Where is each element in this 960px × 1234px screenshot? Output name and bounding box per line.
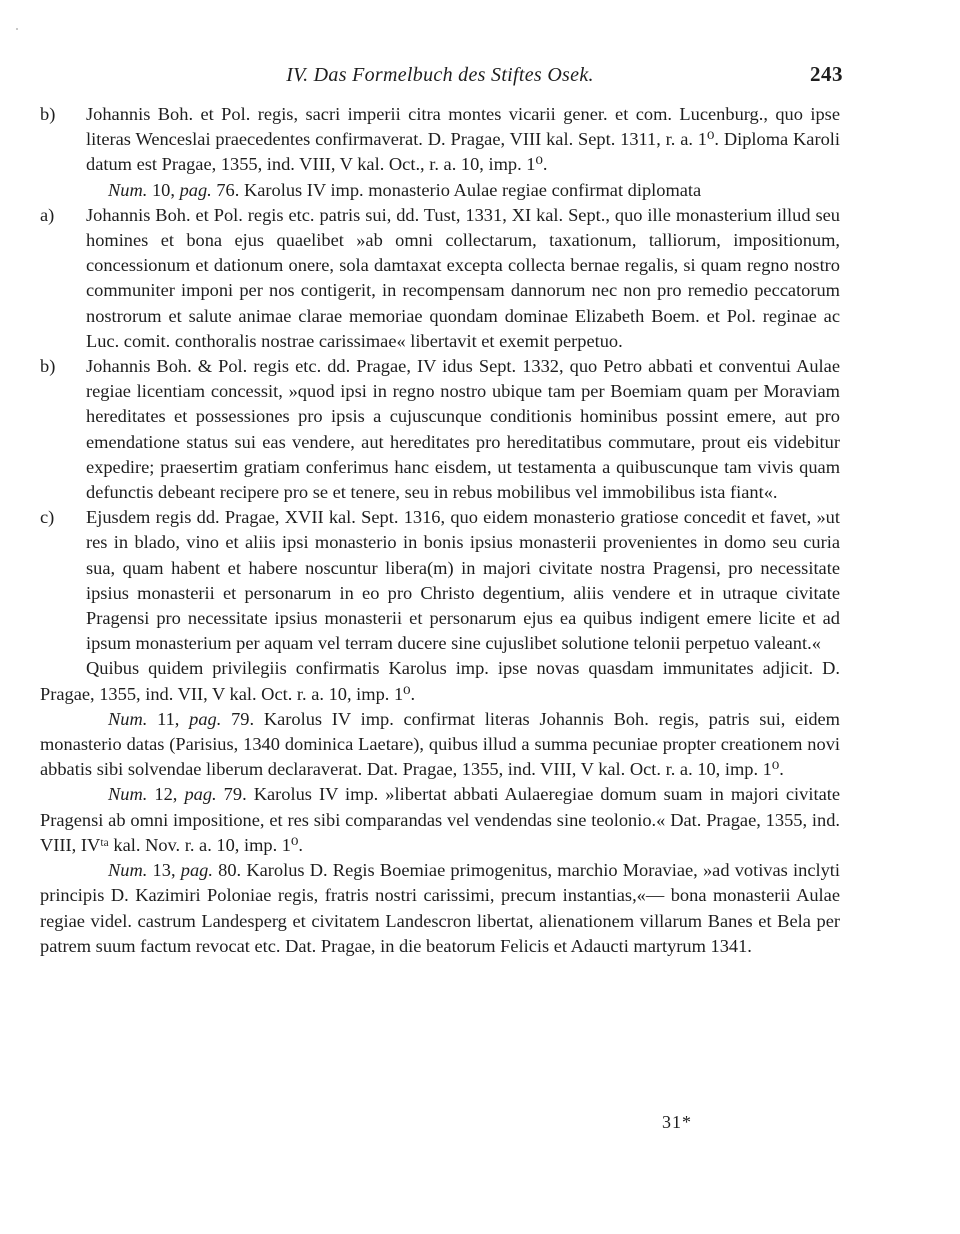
item-text: Ejusdem regis dd. Pragae, XVII kal. Sept. 1316, quo eidem monasterio gratiose concedit et favet, »ut res in blado, vino et aliis ipsi monasterio in bonis ipsius monasterii provenientes in domo seu curia sua, quam habent et habere noscuntur libera(m) in majori civitate nostra Pragensi, pro necessitate ipsius monasterii et personarum in eo pro Christo degentium, aliis vendere et in utraque civitate Pragensi pro necessitate ipsius monasterii et personarum ejus ea quibus indigent emere licite et ad ipsum monasterium per aquam vel terram ducere sine cujuslibet solutione telonii perpetuo valeant.« (86, 507, 840, 654)
entry-number: 13, (152, 860, 176, 881)
running-title: IV. Das Formelbuch des Stiftes Osek. (286, 64, 594, 86)
main-text (40, 102, 840, 959)
printer-signature-mark: 31* (662, 1112, 692, 1132)
item-c-ejusdem-1316 (40, 505, 840, 656)
item-b-johannis-1311 (40, 102, 840, 178)
item-a-johannis-1331 (40, 203, 840, 354)
item-b-johannis-1332 (40, 354, 840, 505)
item-text: Johannis Boh. et Pol. regis, sacri imperii citra montes vicarii gener. et com. Lucenburg., quo ipse literas Wenceslai praecedentes confirmaverat. D. Pragae, VIII kal. Sept. 1311, r. a. 1⁰. Diploma Karoli datum est Pragae, 1355, ind. VIII, V kal. Oct., r. a. 10, imp. 1⁰. (86, 104, 840, 175)
num-abbrev: Num. (108, 708, 148, 729)
pag-abbrev: pag. (179, 179, 212, 200)
scan-speck (16, 28, 18, 30)
num-abbrev: Num. (108, 784, 148, 805)
item-label: a) (40, 204, 55, 225)
num-abbrev: Num. (108, 179, 148, 200)
item-label: b) (40, 356, 56, 377)
entry-text: 79. Karolus IV imp. »libertat abbati Aulaeregiae domum suam in majori civitate Pragensi ab omni impositione, et res sibi comparandas vel vendendas sine teolonio.« Dat. Pragae, 1355, ind. VIII, IVᵗᵃ kal. Nov. r. a. 10, imp. 1⁰. (40, 784, 841, 855)
entry-num-12 (40, 782, 840, 858)
entry-text: 79. Karolus IV imp. confirmat literas Johannis Boh. regis, patris sui, eidem monasterio datas (Parisius, 1340 dominica Laetare), quibus illud a summa pecuniae propter creationem novi abbatis sibi solvendae liberum declaraverat. Dat. Pragae, 1355, ind. VIII, V kal. Oct. r. a. 10, imp. 1⁰. (40, 708, 840, 780)
entry-number: 12, (154, 784, 178, 805)
entry-num-13 (40, 858, 840, 959)
item-label: b) (40, 104, 56, 124)
entry-num-10 (40, 178, 840, 203)
running-head (40, 62, 843, 92)
page-number: 243 (810, 62, 843, 86)
entry-number: 10, (151, 179, 175, 200)
entry-number: 11, (157, 708, 180, 729)
num-abbrev: Num. (108, 860, 148, 881)
entry-text: 76. Karolus IV imp. monasterio Aulae regiae confirmat diplomata (216, 179, 702, 200)
paragraph-quibus: Quibus quidem privilegiis confirmatis Karolus imp. ipse novas quasdam immunitates adjicit. D. Pragae, 1355, ind. VII, V kal. Oct. r. a. 10, imp. 1⁰. (40, 658, 840, 704)
entry-num-11 (40, 707, 840, 783)
item-label: c) (40, 507, 55, 528)
item-text: Johannis Boh. et Pol. regis etc. patris sui, dd. Tust, 1331, XI kal. Sept., quo ille monasterium illud seu homines et bona ejus quaelibet »ab omni collectarum, taxationum, talliorum, impositionum, concessionum et dationum onere, sola damtaxat excepta collecta bernae regalis, si quam regno nostro communiter imponi per nos contigerit, in recompensam dannorum nec non pro remedio peccatorum nostrorum et salute animae clarae memoriae quondam dominae Elizabeth Boem. et Pol. reginae ac Luc. comit. conthoralis nostrae carissimae« libertavit et exemit perpetuo. (86, 204, 840, 351)
pag-abbrev: pag. (180, 860, 213, 881)
pag-abbrev: pag. (189, 708, 222, 729)
entry-text: 80. Karolus D. Regis Boemiae primogenitus, marchio Moraviae, »ad votivas inclyti principis D. Kazimiri Poloniae regis, fratris nostri carissimi, precum instantias,«— bona monasterii Aulae regiae videl. castrum Landesperg et civitatem Landescron libertat, alienationem villarum Banes et Bela per patrem suum factum revocat etc. Dat. Pragae, in die beatorum Felicis et Adaucti martyrum 1341. (40, 860, 841, 956)
pag-abbrev: pag. (184, 784, 217, 805)
item-text: Johannis Boh. & Pol. regis etc. dd. Pragae, IV idus Sept. 1332, quo Petro abbati et conventui Aulae regiae licentiam concessit, »quod ipsi in regno nostro ubique tam per Boemiam quam per Moraviam hereditates et possessiones pro ipsis a cujuscunque conditionis hominibus possint emere, aut pro emendatione status sui eas vendere, aut hereditates pro hereditatibus commutare, prout eis videbitur expedire; praesertim gratiam conferimus hanc eisdem, ut testamenta a quibuscunque tam vivis quam defunctis debeant recipere pro se et tenere, seu in rebus mobilibus vel immobilibus ista fiant«. (86, 356, 840, 503)
